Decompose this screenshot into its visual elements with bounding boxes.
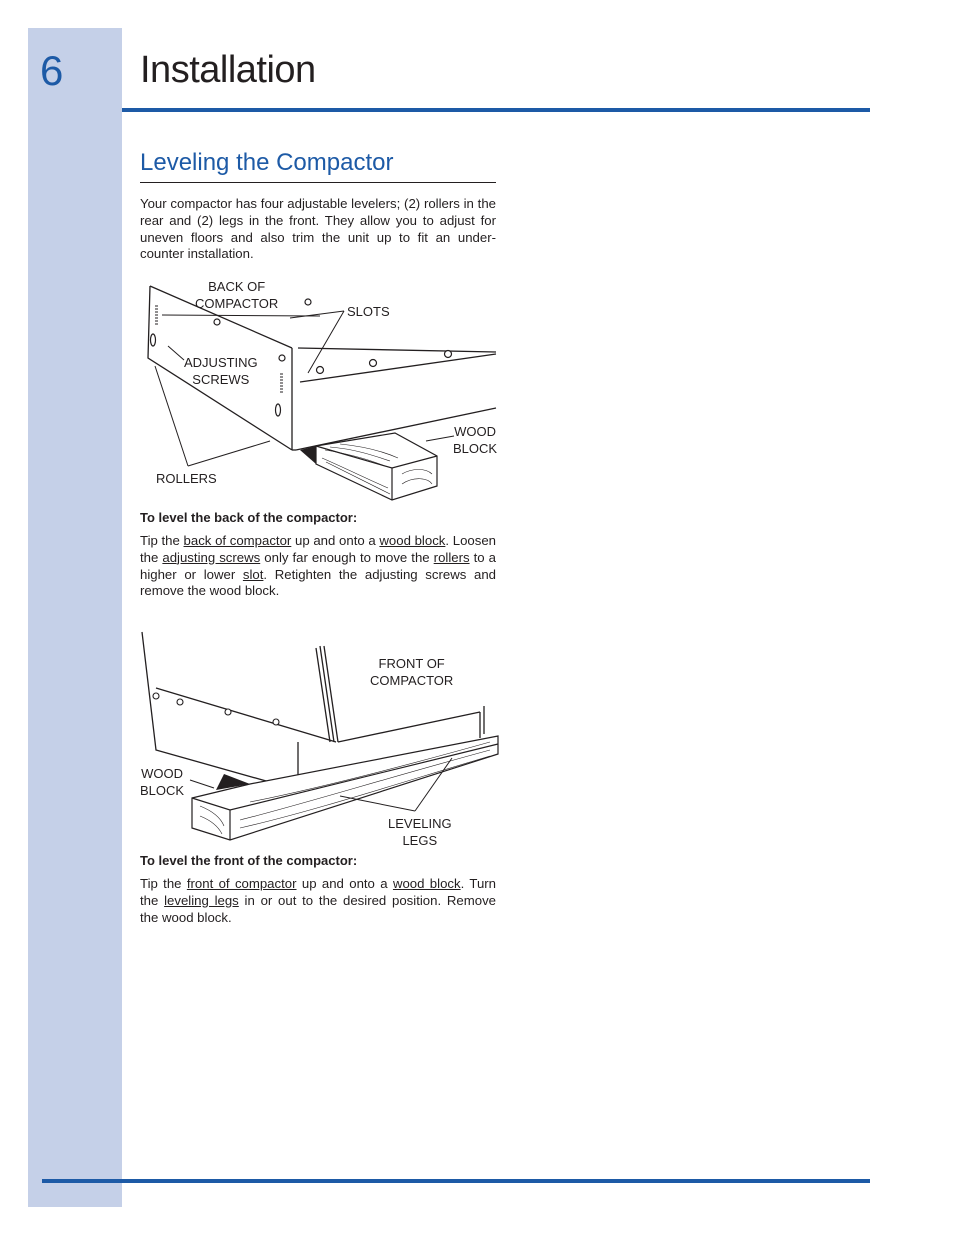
label-rollers: ROLLERS: [156, 471, 217, 486]
label-back-of-compactor: BACK OF COMPACTOR: [195, 279, 279, 311]
label-leveling-legs: LEVELING LEGS: [388, 816, 452, 848]
page-number: 6: [40, 47, 64, 94]
footer-rule: [42, 1179, 870, 1183]
label-wood-block-back: WOOD BLOCK: [453, 424, 498, 456]
front-instructions-paragraph: Tip the front of compactor up and onto a wood block. Turn the leveling legs in or out to the desired position. Remove the wood block.: [140, 876, 497, 925]
section-title-underline: [140, 182, 496, 183]
label-adjusting-screws: ADJUSTING SCREWS: [184, 355, 258, 387]
front-instructions-heading: To level the front of the compactor:: [140, 853, 358, 868]
back-instructions-paragraph: Tip the back of compactor up and onto a wood block. Loosen the adjusting screws only far enough to move the rollers to a higher or lower slot. Retighten the adjusting screws and remove the wood block.: [140, 533, 497, 599]
side-color-strip: [28, 28, 122, 1207]
intro-paragraph: Your compactor has four adjustable levelers; (2) rollers in the rear and (2) legs in the front. They allow you to adjust for uneven floors and also trim the unit up to fit an under-counter installation.: [140, 196, 496, 262]
header-rule: [122, 108, 870, 112]
section-title: Leveling the Compactor: [140, 149, 394, 176]
label-slots: SLOTS: [347, 304, 390, 319]
page-title: Installation: [140, 49, 316, 91]
label-wood-block-front: WOOD BLOCK: [140, 766, 185, 798]
back-instructions-heading: To level the back of the compactor:: [140, 510, 358, 525]
label-front-of-compactor: FRONT OF COMPACTOR: [370, 656, 454, 688]
